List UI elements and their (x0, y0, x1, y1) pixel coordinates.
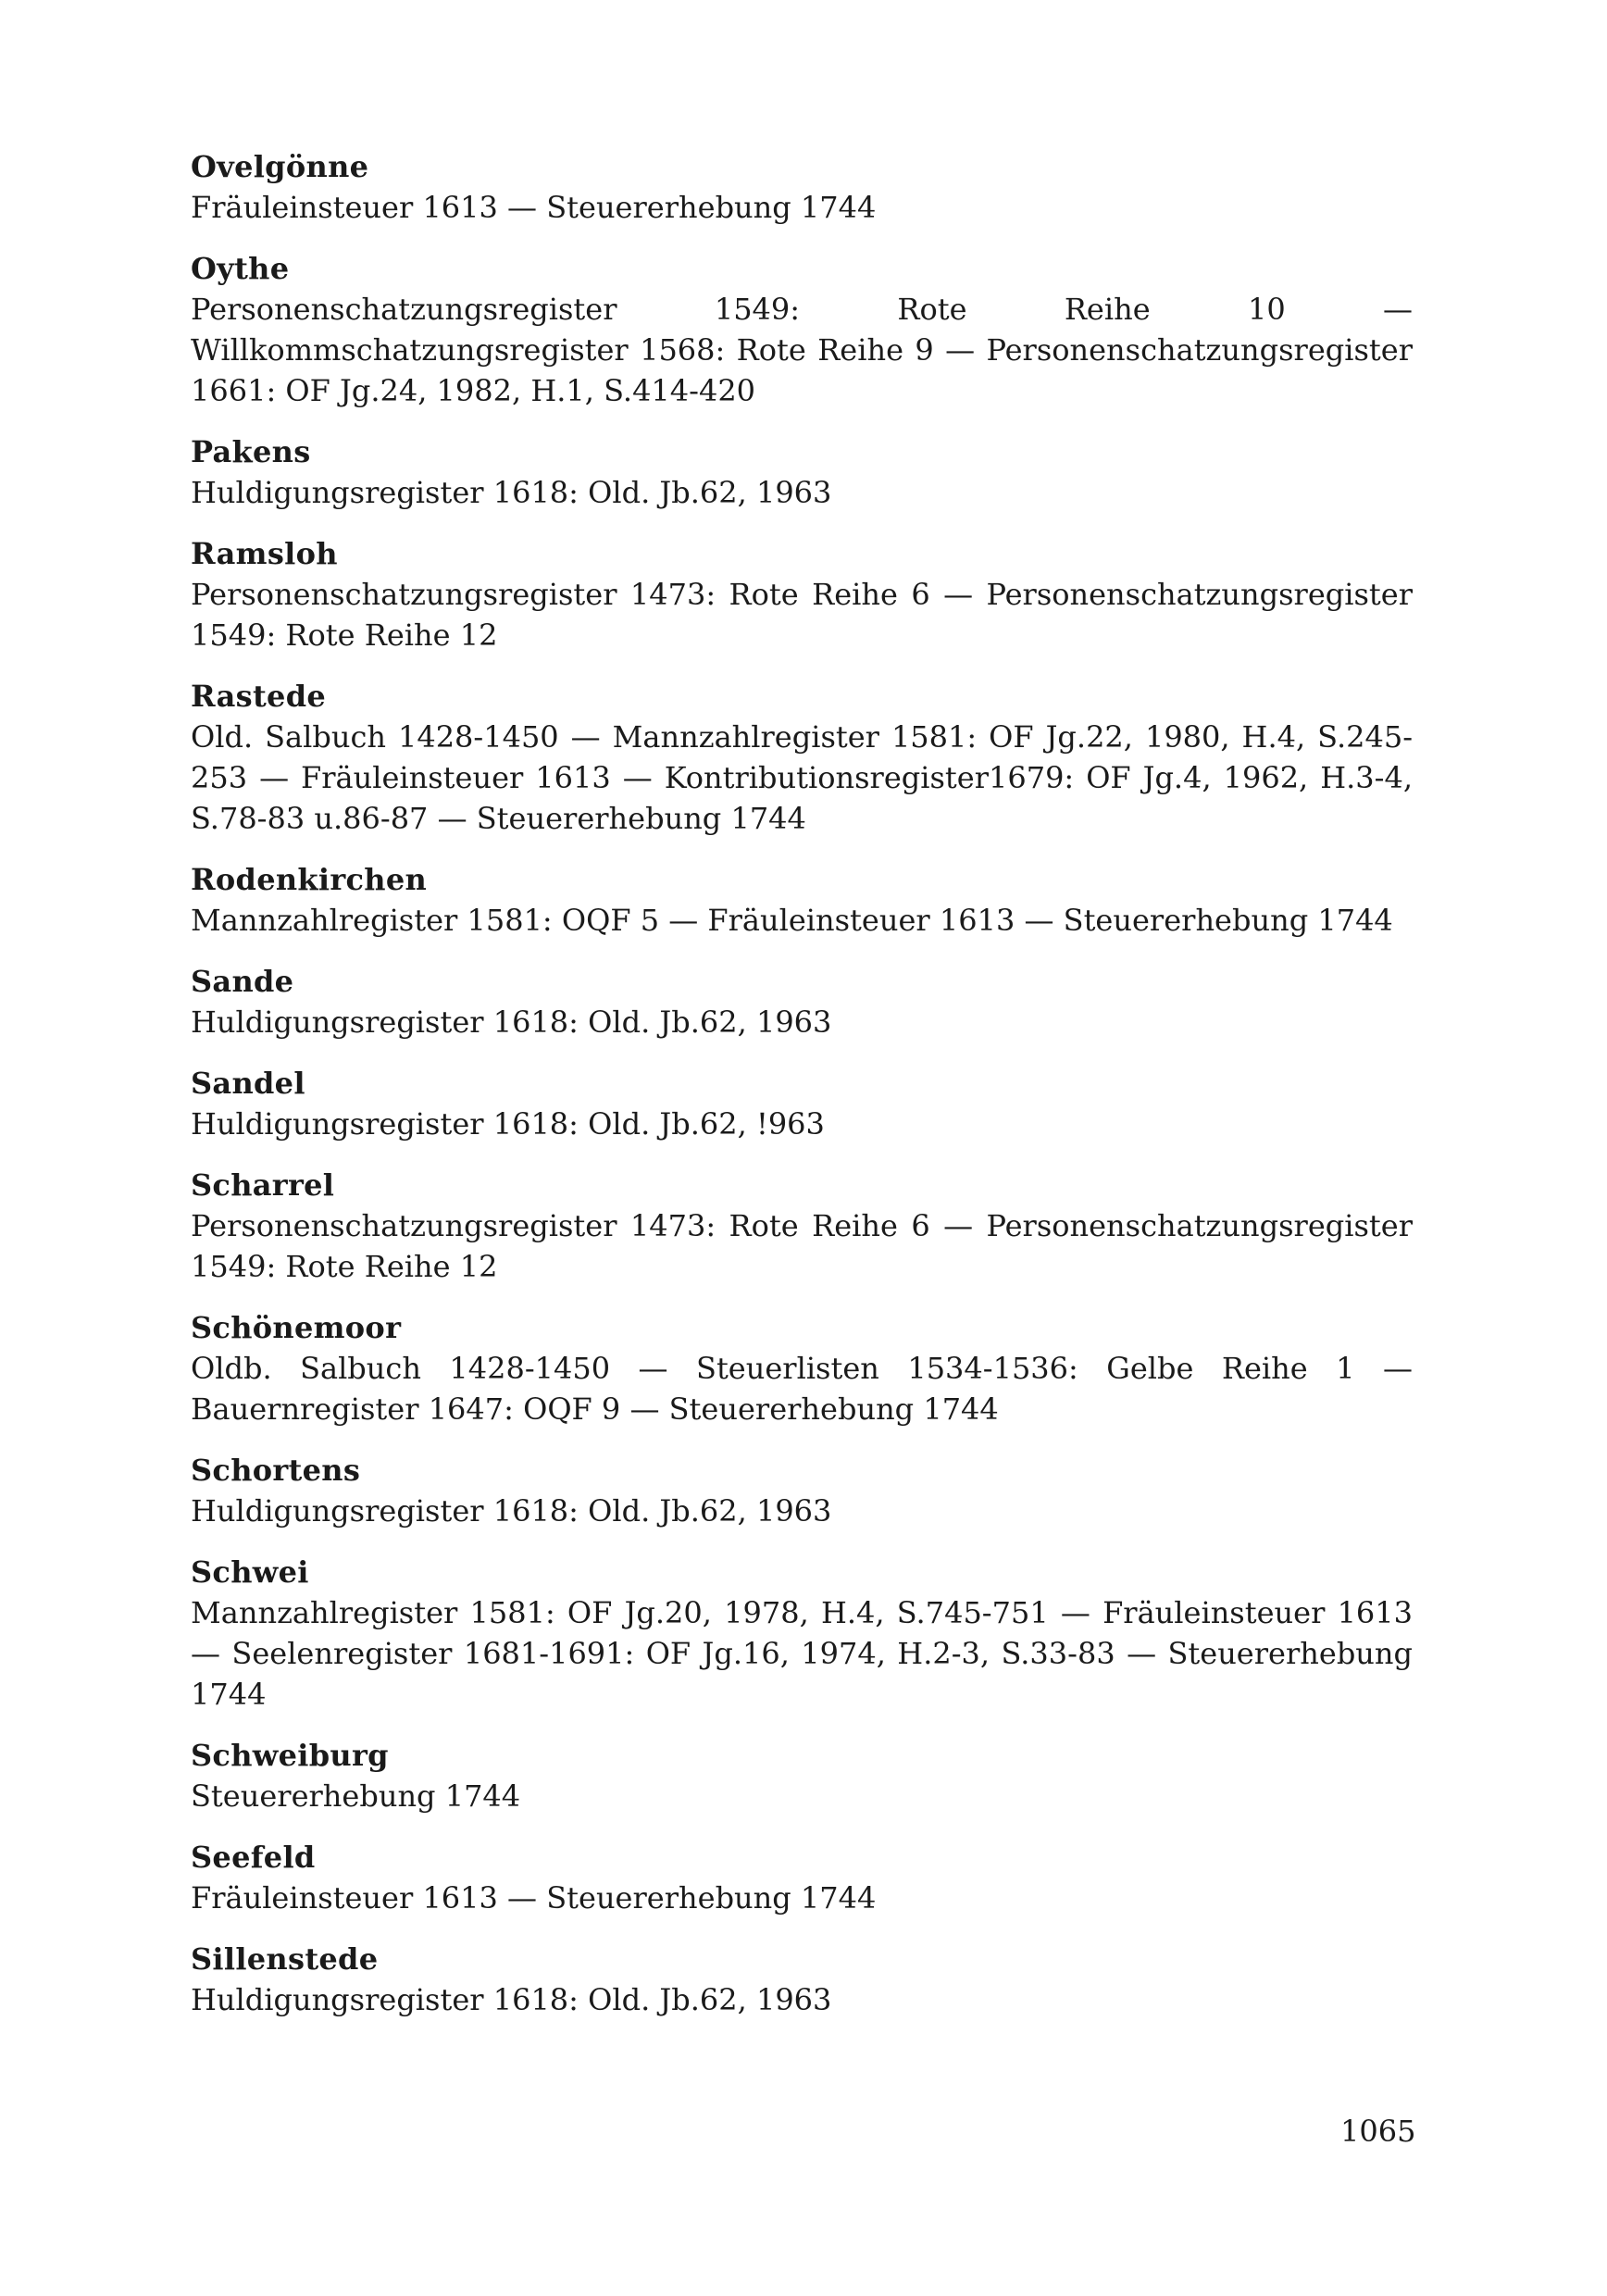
entry-title: Sillenstede (191, 1941, 379, 1977)
entry-title: Scharrel (191, 1167, 335, 1203)
entry-pakens (191, 431, 1413, 513)
entry-title: Rastede (191, 679, 327, 714)
entry-text: Huldigungsregister 1618: Old. Jb.62, 1963 (191, 475, 832, 510)
entry-title: Rodenkirchen (191, 862, 428, 897)
entry-title: Ramsloh (191, 536, 338, 571)
entry-schweiburg (191, 1735, 1413, 1816)
entry-text: Personenschatzungsregister 1473: Rote Reihe 6 — Personenschatzungsregister 1549: Rote Reihe 12 (191, 577, 1413, 653)
entry-scharrel (191, 1165, 1413, 1287)
page-number: 1065 (1340, 2114, 1416, 2149)
entry-schwei (191, 1552, 1413, 1715)
entry-title: Seefeld (191, 1840, 316, 1875)
entry-ovelgoenne (191, 146, 1413, 228)
entry-text: Personenschatzungsregister 1549: Rote Reihe 10 — Willkommschatzungsregister 1568: Rote Reihe 9 — Personenschatzungsregister 1661: OF Jg.24, 1982, H.1, S.414-420 (191, 292, 1413, 408)
entry-text: Mannzahlregister 1581: OF Jg.20, 1978, H.4, S.745-751 — Fräuleinsteuer 1613 — Seelenregister 1681-1691: OF Jg.16, 1974, H.2-3, S.33-83 — Steuererhebung 1744 (191, 1595, 1413, 1712)
entry-sillenstede (191, 1939, 1413, 2020)
entry-title: Schortens (191, 1453, 361, 1488)
entry-rastede (191, 676, 1413, 839)
entry-seefeld (191, 1837, 1413, 1918)
entry-title: Schwei (191, 1554, 309, 1590)
entry-text: Personenschatzungsregister 1473: Rote Reihe 6 — Personenschatzungsregister 1549: Rote Reihe 12 (191, 1208, 1413, 1284)
entry-ramsloh (191, 533, 1413, 655)
entry-sandel (191, 1063, 1413, 1144)
entry-text: Mannzahlregister 1581: OQF 5 — Fräuleinsteuer 1613 — Steuererhebung 1744 (191, 903, 1393, 938)
entry-schortens (191, 1450, 1413, 1531)
entry-schoenemoor (191, 1307, 1413, 1429)
entry-text: Fräuleinsteuer 1613 — Steuererhebung 1744 (191, 190, 877, 225)
entry-text: Old. Salbuch 1428-1450 — Mannzahlregister 1581: OF Jg.22, 1980, H.4, S.245-253 — Fräuleinsteuer 1613 — Kontributionsregister1679: OF Jg.4, 1962, H.3-4, S.78-83 u.86-87 — Steuererhebung 1744 (191, 719, 1413, 836)
entry-title: Oythe (191, 251, 290, 286)
entry-title: Schönemoor (191, 1310, 402, 1345)
entry-text: Huldigungsregister 1618: Old. Jb.62, 1963 (191, 1493, 832, 1529)
entry-rodenkirchen (191, 859, 1413, 941)
entry-text: Huldigungsregister 1618: Old. Jb.62, 1963 (191, 1004, 832, 1040)
entry-title: Schweiburg (191, 1738, 389, 1773)
entry-title: Pakens (191, 434, 311, 469)
entry-text: Huldigungsregister 1618: Old. Jb.62, 1963 (191, 1982, 832, 2017)
entry-text: Oldb. Salbuch 1428-1450 — Steuerlisten 1534-1536: Gelbe Reihe 1 — Bauernregister 1647: OQF 9 — Steuererhebung 1744 (191, 1351, 1413, 1427)
entry-text: Fräuleinsteuer 1613 — Steuererhebung 1744 (191, 1880, 877, 1915)
entry-title: Sande (191, 964, 294, 999)
entry-text: Steuererhebung 1744 (191, 1778, 521, 1814)
entry-oythe (191, 248, 1413, 411)
entry-sande (191, 961, 1413, 1042)
document-body (191, 146, 1413, 2040)
entry-text: Huldigungsregister 1618: Old. Jb.62, !963 (191, 1106, 825, 1142)
entry-title: Sandel (191, 1066, 305, 1101)
entry-title: Ovelgönne (191, 149, 369, 184)
